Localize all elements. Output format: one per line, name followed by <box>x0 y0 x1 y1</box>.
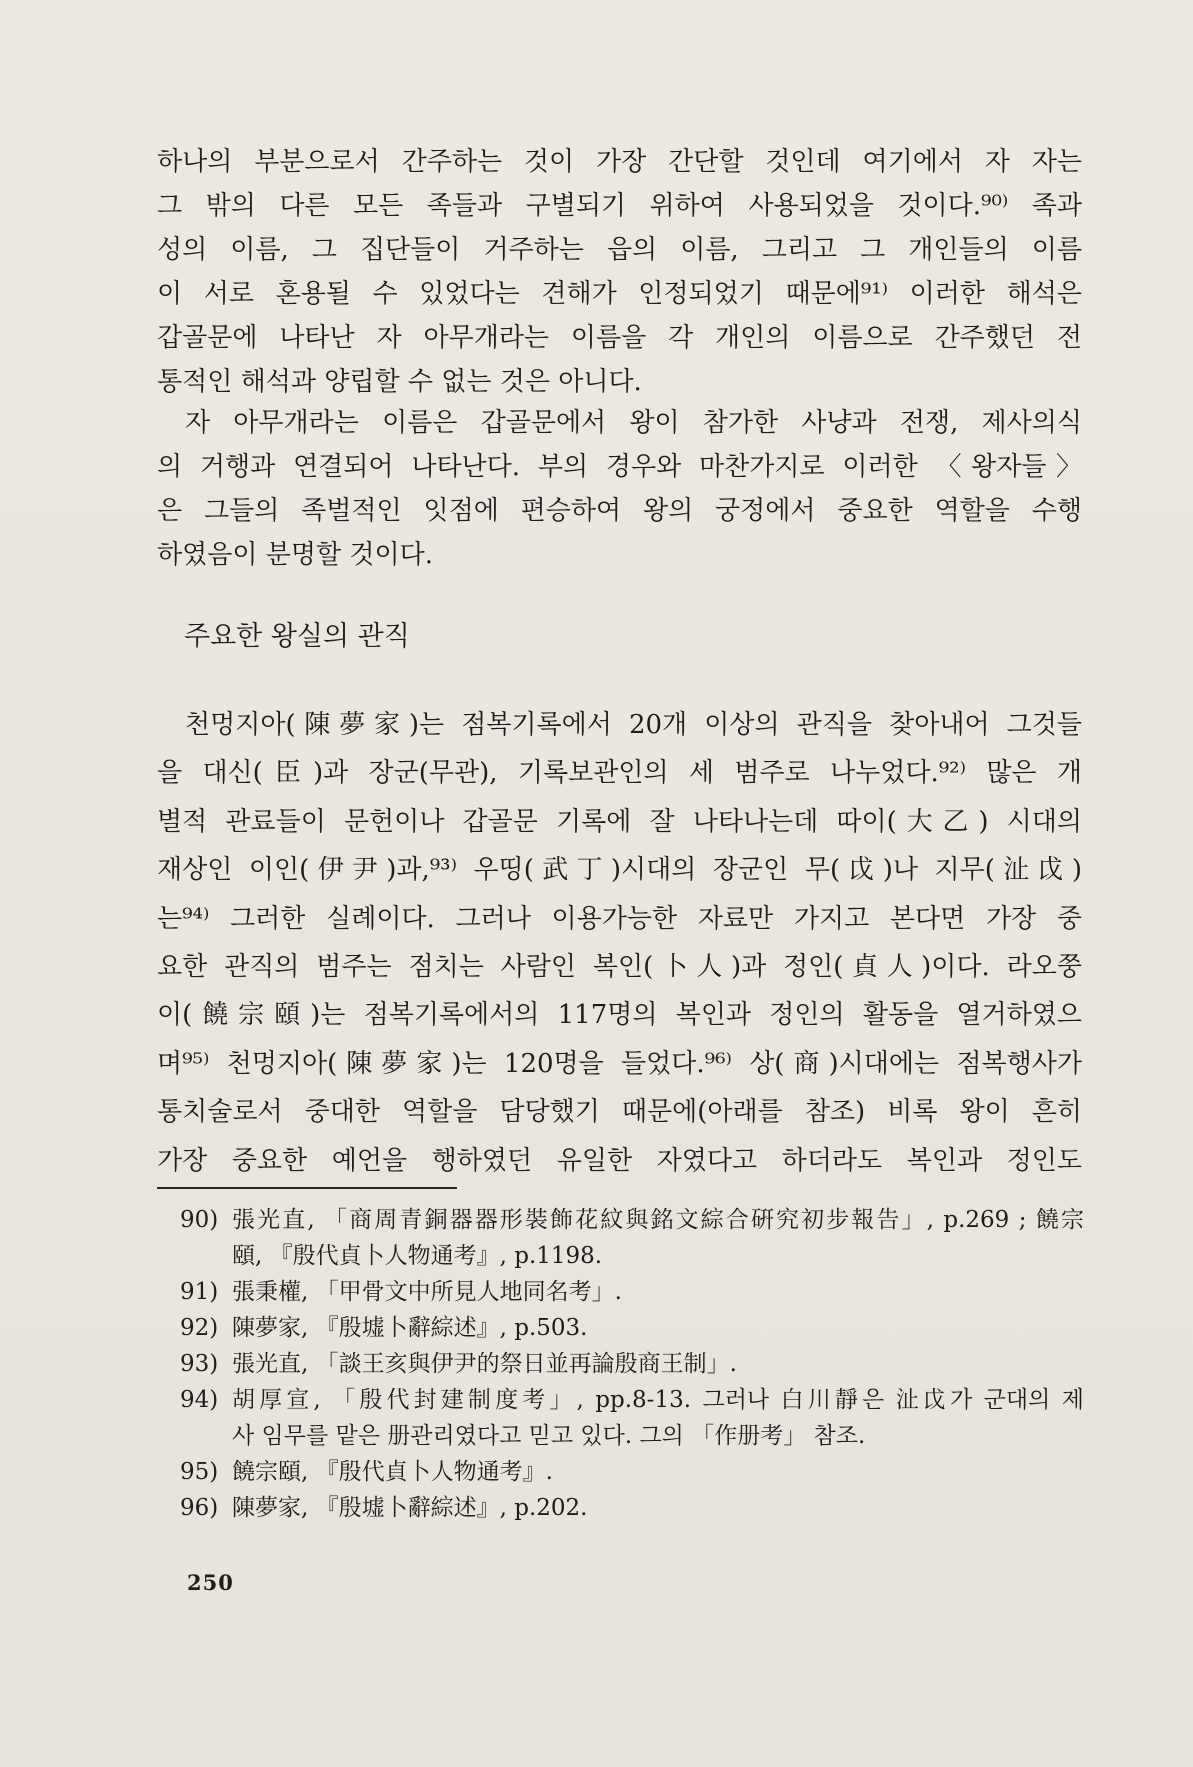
section-heading: 주요한 왕실의 관직 <box>184 621 410 652</box>
footnote-divider <box>157 1187 457 1189</box>
page-number: 250 <box>187 1570 234 1595</box>
footnote-number: 95) <box>180 1459 219 1485</box>
footnote-line: 張光直, 「談王亥與伊尹的祭日並再論殷商王制」. <box>232 1351 737 1377</box>
footnote-91 <box>180 1274 1084 1310</box>
footnote-line: 頤, 『殷代貞卜人物通考』, p.1198. <box>232 1243 603 1269</box>
text-line: 을 대신(臣)과 장군(무관), 기록보관인의 세 범주로 나누었다.⁹²⁾ 많은 개 <box>157 758 1082 789</box>
footnote-line: 張秉權, 「甲骨文中所見人地同名考」. <box>232 1279 622 1305</box>
footnote-number: 94) <box>180 1387 219 1413</box>
text-line: 갑골문에 나타난 자 아무개라는 이름을 각 개인의 이름으로 간주했던 전 <box>157 323 1082 353</box>
footnote-number: 93) <box>180 1351 219 1377</box>
footnote-line: 饒宗頤, 『殷代貞卜人物通考』. <box>232 1459 553 1485</box>
text-line: 자 아무개라는 이름은 갑골문에서 왕이 참가한 사냥과 전쟁, 제사의식 <box>185 408 1082 438</box>
text-line: 하였음이 분명할 것이다. <box>157 540 433 570</box>
text-line: 요한 관직의 범주는 점치는 사람인 복인(卜人)과 정인(貞人)이다. 라오쭝 <box>157 951 1082 982</box>
text-line: 천멍지아(陳夢家)는 점복기록에서 20개 이상의 관직을 찾아내어 그것들 <box>185 710 1082 740</box>
text-line: 이 서로 혼용될 수 있었다는 견해가 인정되었기 때문에⁹¹⁾ 이러한 해석은 <box>157 279 1082 309</box>
footnote-number: 91) <box>180 1279 219 1305</box>
footnote-93 <box>180 1346 1084 1382</box>
text-line: 는⁹⁴⁾ 그러한 실례이다. 그러나 이용가능한 자료만 가지고 본다면 가장 중 <box>157 903 1082 934</box>
footnote-line: 張光直, 「商周青銅器器形裝飾花紋與銘文綜合硏究初步報告」, p.269 ; 饒宗 <box>232 1207 1084 1233</box>
footnote-95 <box>180 1454 1084 1490</box>
text-line: 성의 이름, 그 집단들이 거주하는 읍의 이름, 그리고 그 개인들의 이름 <box>157 235 1082 265</box>
footnotes <box>180 1202 1084 1526</box>
body-paragraph-3 <box>157 701 1082 1185</box>
text-line: 가장 중요한 예언을 행하였던 유일한 자였다고 하더라도 복인과 정인도 <box>157 1145 1082 1176</box>
footnote-92 <box>180 1310 1084 1346</box>
text-line: 은 그들의 족벌적인 잇점에 편승하여 왕의 궁정에서 중요한 역할을 수행 <box>157 496 1082 526</box>
footnote-94 <box>180 1382 1084 1454</box>
text-line: 그 밖의 다른 모든 족들과 구별되기 위하여 사용되었을 것이다.⁹⁰⁾ 족과 <box>157 191 1082 221</box>
body-paragraph-2 <box>157 401 1082 577</box>
text-line: 하나의 부분으로서 간주하는 것이 가장 간단할 것인데 여기에서 자 자는 <box>157 147 1082 177</box>
text-line: 통치술로서 중대한 역할을 담당했기 때문에(아래를 참조) 비록 왕이 흔히 <box>157 1097 1082 1128</box>
footnote-line: 胡厚宣, 「殷代封建制度考」, pp.8-13. 그러나 白川靜은 沚戉가 군대의 제 <box>232 1387 1084 1413</box>
footnote-line: 陳夢家, 『殷墟卜辭綜述』, p.503. <box>232 1315 588 1341</box>
text-line: 재상인 이인(伊尹)과,⁹³⁾ 우띵(武丁)시대의 장군인 무(戉)나 지무(沚戉) <box>157 855 1082 886</box>
text-line: 의 거행과 연결되어 나타난다. 부의 경우와 마찬가지로 이러한 〈왕자들〉 <box>157 452 1082 482</box>
body-paragraph-1 <box>157 140 1082 404</box>
text-line: 며⁹⁵⁾ 천멍지아(陳夢家)는 120명을 들었다.⁹⁶⁾ 상(商)시대에는 점복행사가 <box>157 1048 1082 1079</box>
footnote-number: 92) <box>180 1315 219 1341</box>
footnote-90 <box>180 1202 1084 1274</box>
footnote-line: 사 임무를 맡은 册관리였다고 믿고 있다. 그의 「作册考」 참조. <box>232 1423 866 1449</box>
footnote-96 <box>180 1490 1084 1526</box>
footnote-number: 90) <box>180 1207 219 1233</box>
footnote-number: 96) <box>180 1495 219 1521</box>
text-line: 통적인 해석과 양립할 수 없는 것은 아니다. <box>157 367 642 397</box>
text-line: 이(饒宗頤)는 점복기록에서의 117명의 복인과 정인의 활동을 열거하였으 <box>157 1000 1082 1031</box>
text-line: 별적 관료들이 문헌이나 갑골문 기록에 잘 나타나는데 따이(大乙) 시대의 <box>157 806 1082 837</box>
footnote-line: 陳夢家, 『殷墟卜辭綜述』, p.202. <box>232 1495 588 1521</box>
